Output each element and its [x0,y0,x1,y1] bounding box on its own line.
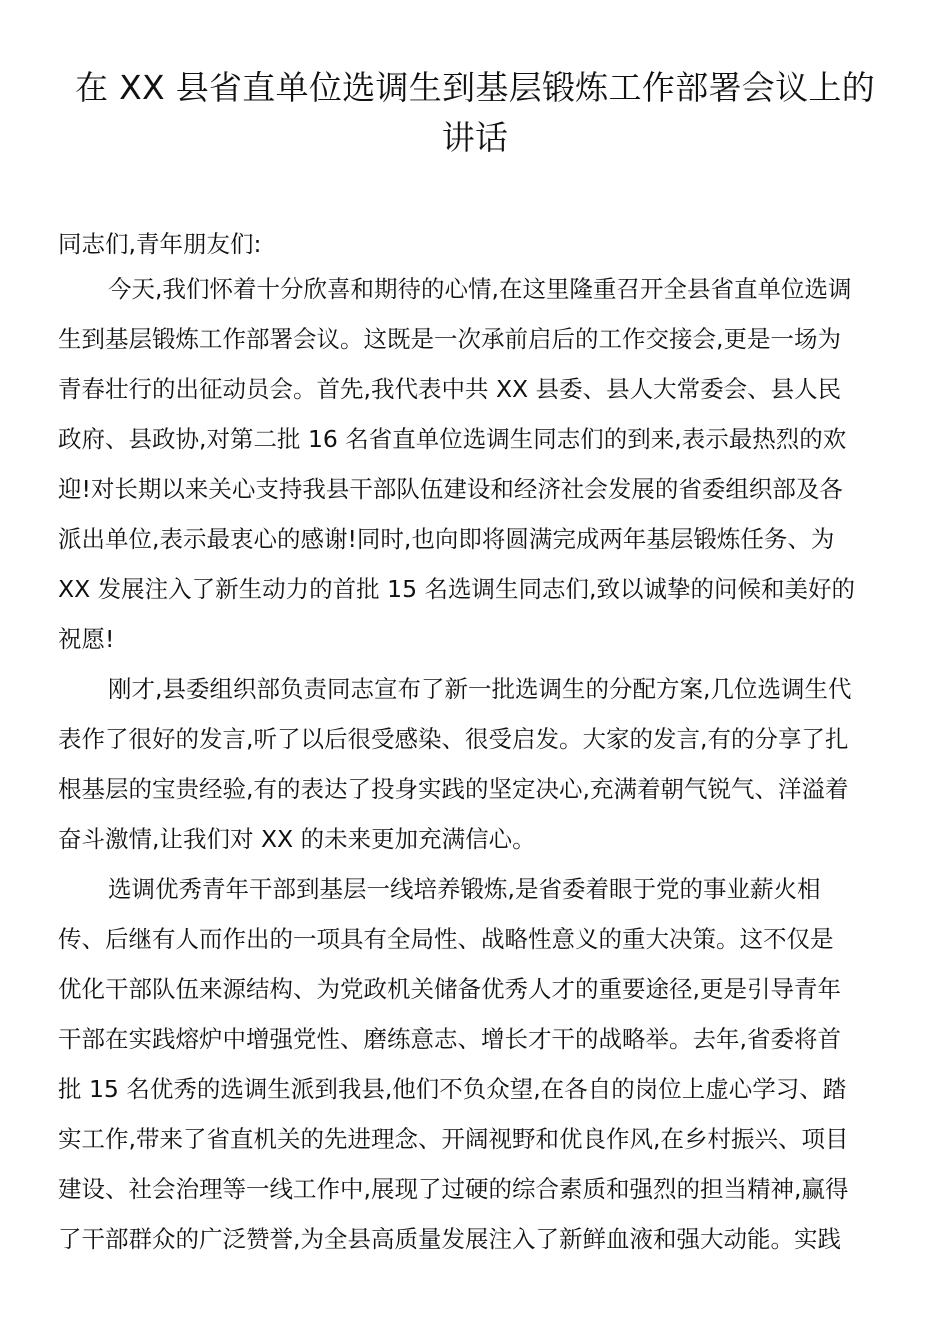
paragraph-line: 干部在实践熔炉中增强党性、磨练意志、增长才干的战略举。去年,省委将首 [58,1025,841,1053]
paragraph-line: 政府、县政协,对第二批 16 名省直单位选调生同志们的到来,表示最热烈的欢 [58,425,847,453]
paragraph-line: 批 15 名优秀的选调生派到我县,他们不负众望,在各自的岗位上虚心学习、踏 [58,1075,847,1103]
paragraph-line: XX 发展注入了新生动力的首批 15 名选调生同志们,致以诚挚的问候和美好的 [58,575,855,603]
paragraph-line: 青春壮行的出征动员会。首先,我代表中共 XX 县委、县人大常委会、县人民 [58,375,842,403]
paragraph-line: 传、后继有人而作出的一项具有全局性、战略性意义的重大决策。这不仅是 [58,925,834,953]
paragraph-line: 祝愿! [58,625,115,653]
document-body [58,264,894,1264]
paragraph-line: 今天,我们怀着十分欣喜和期待的心情,在这里隆重召开全县省直单位选调 [108,275,852,303]
paragraph-line: 优化干部队伍来源结构、为党政机关储备优秀人才的重要途径,更是引导青年 [58,975,841,1003]
paragraph-line: 根基层的宝贵经验,有的表达了投身实践的坚定决心,充满着朝气锐气、洋溢着 [58,775,849,803]
paragraph-line: 刚才,县委组织部负责同志宣布了新一批选调生的分配方案,几位选调生代 [108,675,852,703]
paragraph-line: 奋斗激情,让我们对 XX 的未来更加充满信心。 [58,825,536,853]
title-line: 在 XX 县省直单位选调生到基层锻炼工作部署会议上的 [75,68,875,107]
paragraph-line: 了干部群众的广泛赞誉,为全县高质量发展注入了新鲜血液和强大动能。实践 [58,1225,841,1253]
paragraph-3 [58,864,894,1264]
paragraph-line: 派出单位,表示最衷心的感谢!同时,也向即将圆满完成两年基层锻炼任务、为 [58,525,835,553]
paragraph-1 [58,264,894,664]
document-title [50,62,900,162]
paragraph-line: 迎!对长期以来关心支持我县干部队伍建设和经济社会发展的省委组织部及各 [58,475,843,503]
paragraph-line: 生到基层锻炼工作部署会议。这既是一次承前启后的工作交接会,更是一场为 [58,325,841,353]
paragraph-line: 表作了很好的发言,听了以后很受感染、很受启发。大家的发言,有的分享了扎 [58,725,849,753]
paragraph-line: 建设、社会治理等一线工作中,展现了过硬的综合素质和强烈的担当精神,赢得 [58,1175,849,1203]
paragraph-line: 实工作,带来了省直机关的先进理念、开阔视野和优良作风,在乡村振兴、项目 [58,1125,849,1153]
salutation: 同志们,青年朋友们: [58,230,262,258]
title-line: 讲话 [441,118,509,157]
paragraph-2 [58,664,894,864]
paragraph-line: 选调优秀青年干部到基层一线培养锻炼,是省委着眼于党的事业薪火相 [108,875,821,903]
